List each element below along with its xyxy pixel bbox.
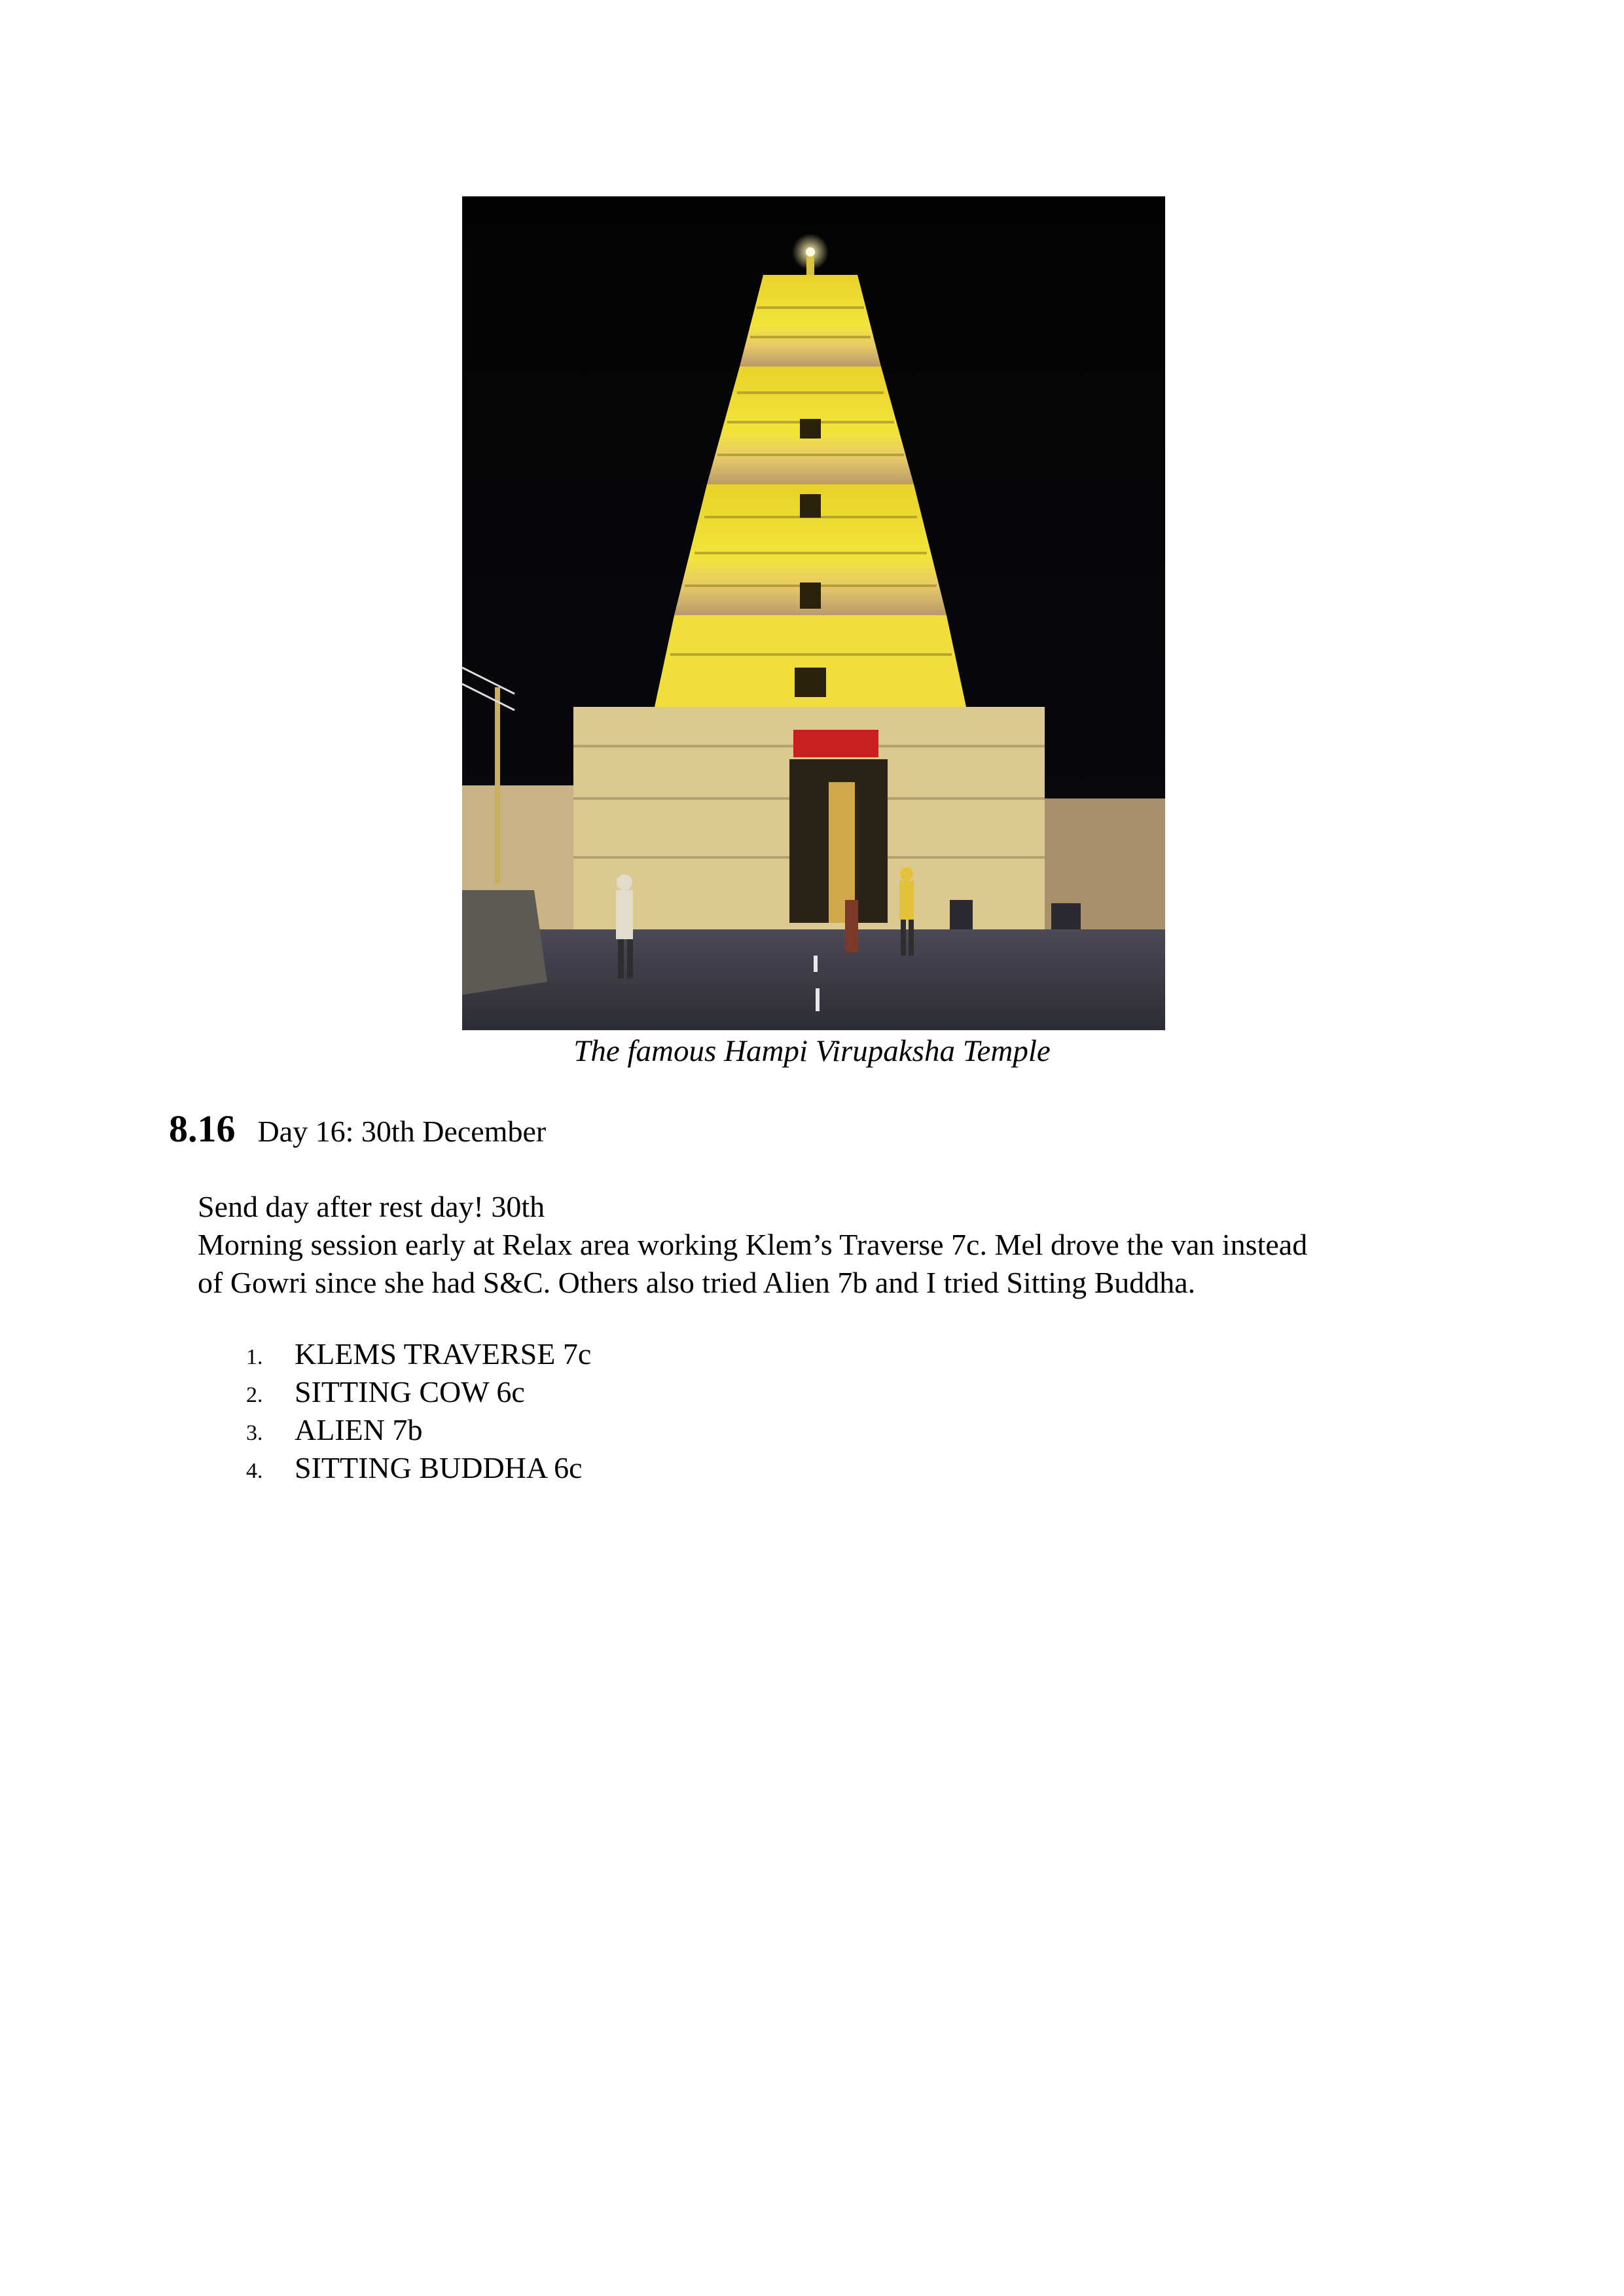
list-item-number: 4.	[246, 1459, 263, 1483]
figure-caption: The famous Hampi Virupaksha Temple	[573, 1034, 1051, 1068]
section-heading	[169, 1106, 546, 1152]
list-item-text: SITTING COW 6c	[295, 1375, 525, 1408]
list-item	[246, 1373, 591, 1411]
list-item-text: ALIEN 7b	[295, 1413, 423, 1446]
list-item	[246, 1449, 591, 1487]
body-line: Send day after rest day! 30th	[198, 1190, 545, 1223]
list-item-text: SITTING BUDDHA 6c	[295, 1451, 583, 1484]
list-item	[246, 1411, 591, 1449]
list-item-text: KLEMS TRAVERSE 7c	[295, 1337, 592, 1371]
climb-list	[246, 1335, 591, 1487]
body-line: of Gowri since she had S&C. Others also tried Alien 7b and I tried Sitting Buddha.	[198, 1266, 1196, 1299]
body-paragraph	[198, 1188, 1441, 1302]
section-number: 8.16	[169, 1107, 236, 1150]
list-item-number: 2.	[246, 1383, 263, 1407]
temple-photo	[462, 196, 1165, 1030]
list-item-number: 1.	[246, 1345, 263, 1369]
section-title: Day 16: 30th December	[257, 1115, 547, 1148]
list-item	[246, 1335, 591, 1373]
list-item-number: 3.	[246, 1421, 263, 1445]
body-line: Morning session early at Relax area working Klem’s Traverse 7c. Mel drove the van instead	[198, 1228, 1308, 1261]
